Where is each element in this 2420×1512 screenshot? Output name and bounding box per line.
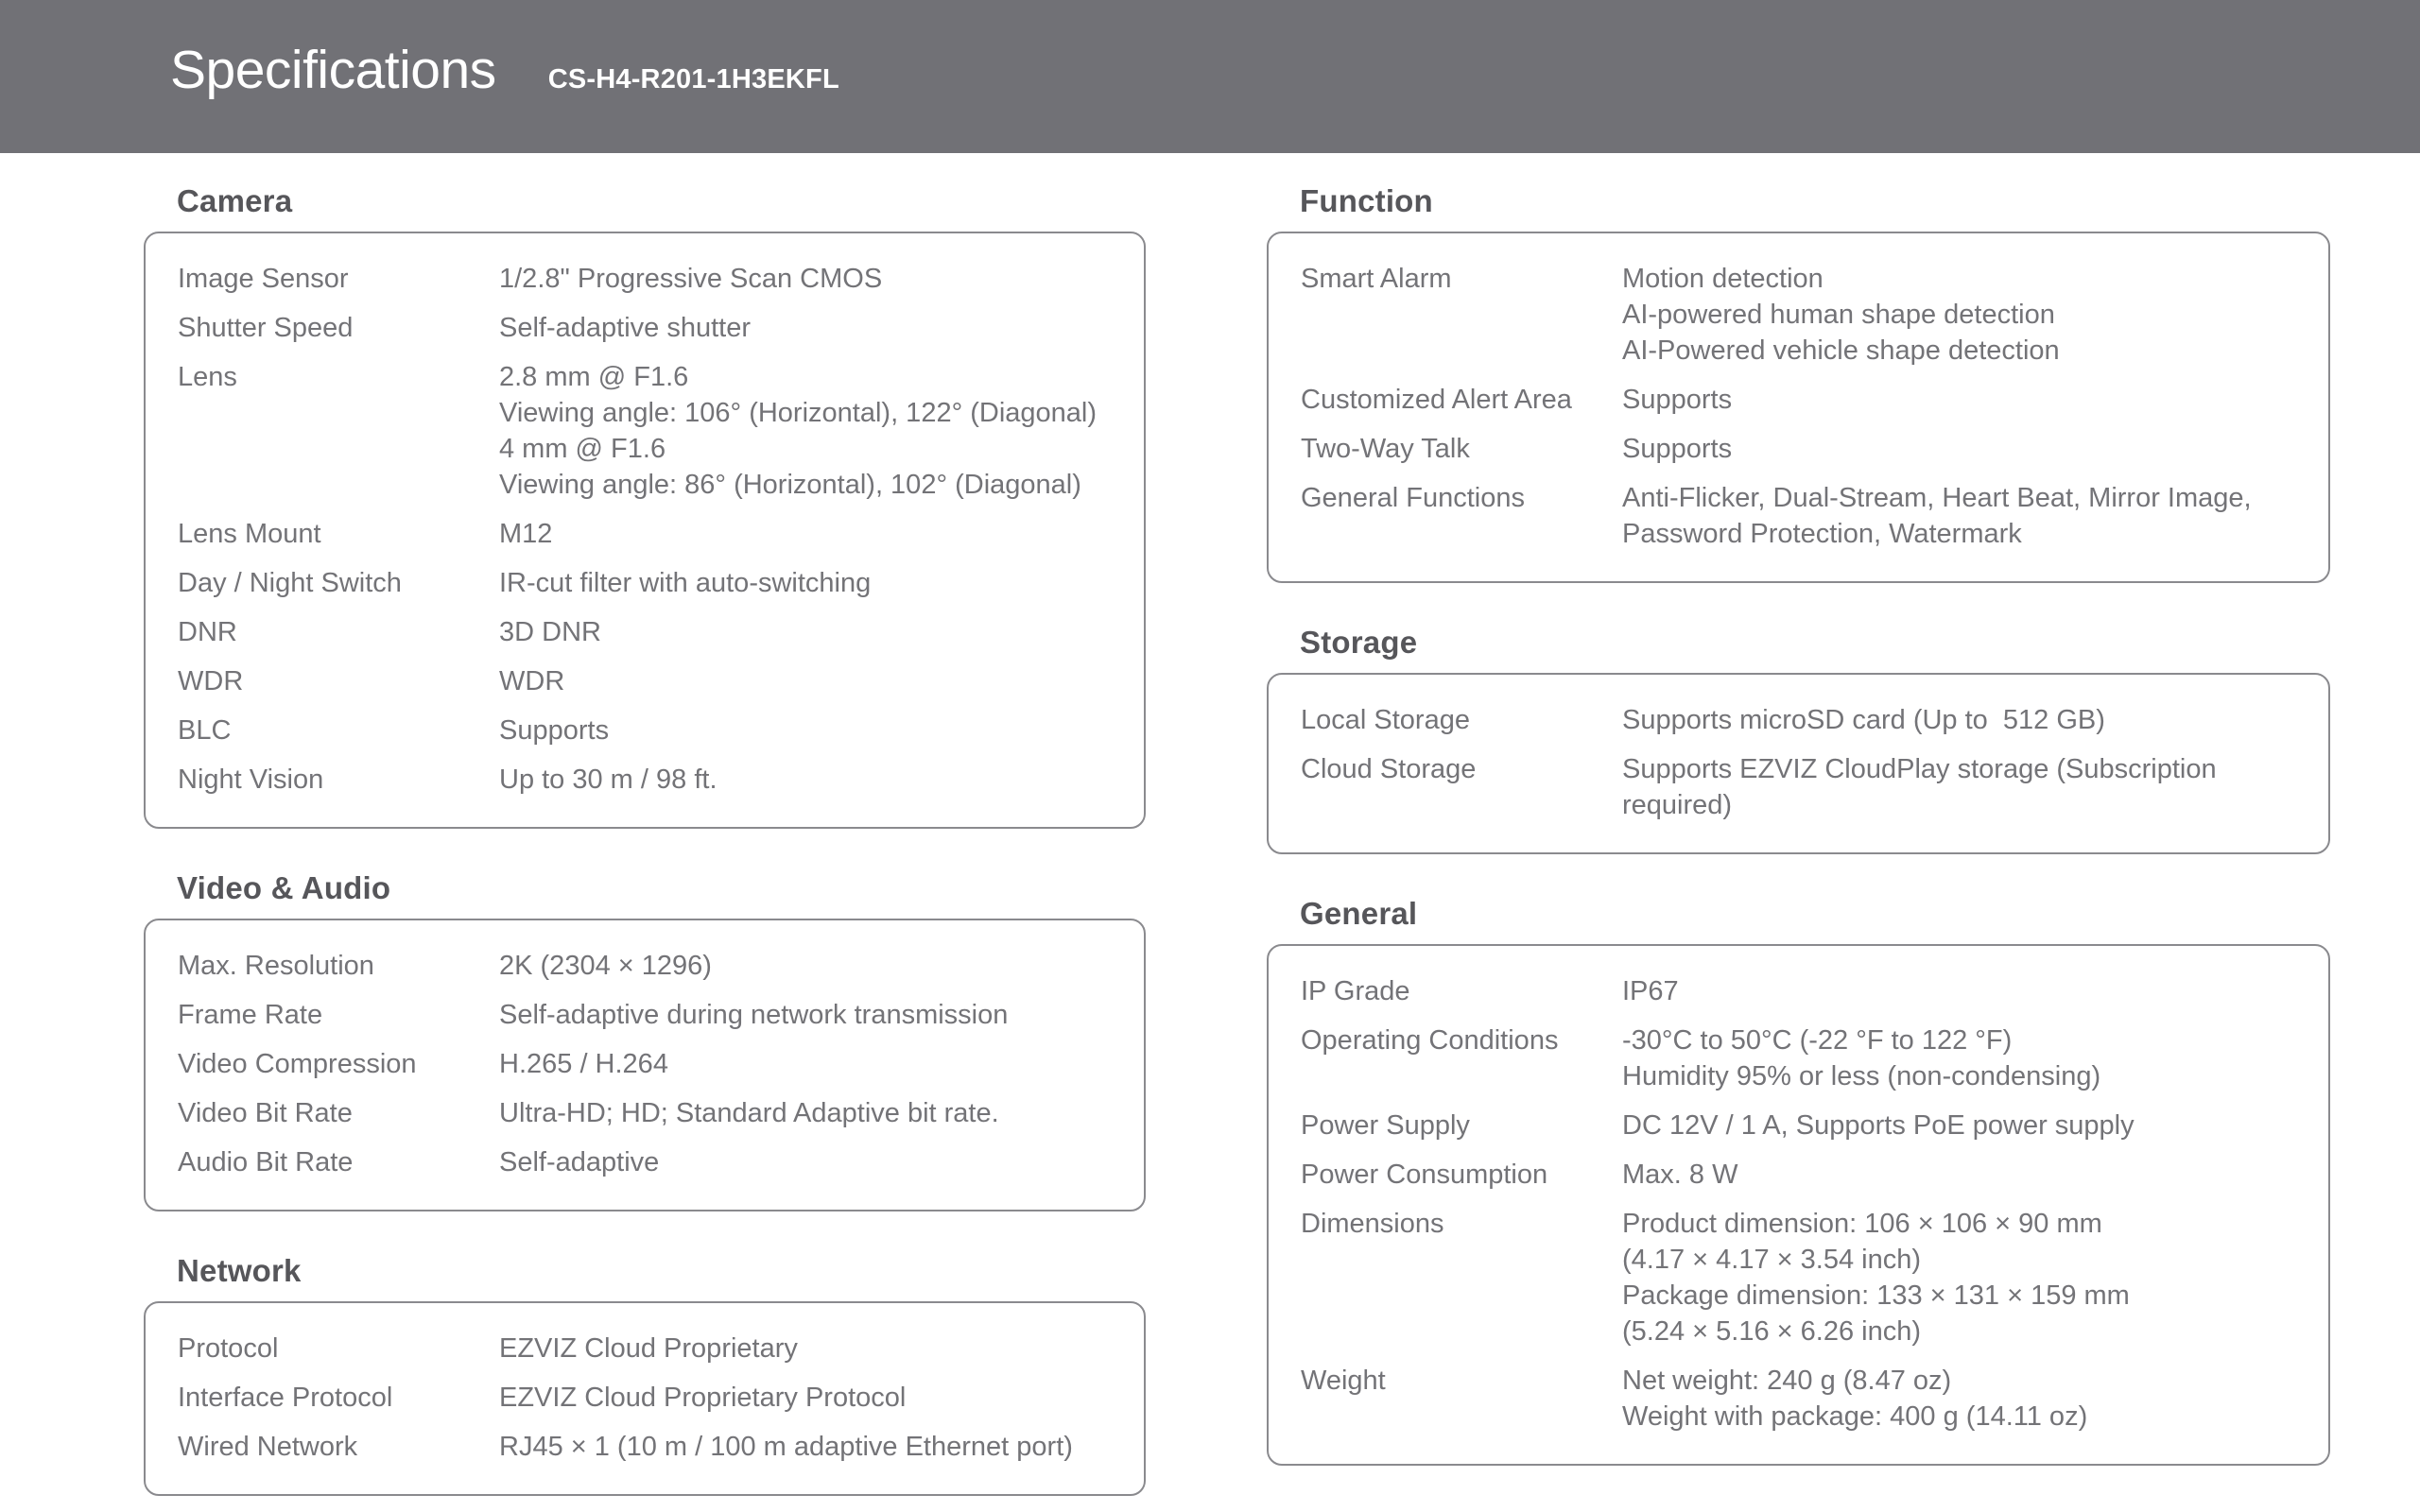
model-number: CS-H4-R201-1H3EKFL <box>547 64 839 94</box>
spec-value <box>1622 1108 2300 1143</box>
section-title: Network <box>177 1253 302 1288</box>
spec-value <box>1622 382 2300 418</box>
spec-value-line: Package dimension: 133 × 131 × 159 mm <box>1622 1280 2130 1311</box>
spec-label: Two-Way Talk <box>1301 434 1470 464</box>
spec-row <box>178 755 1115 804</box>
spec-row <box>178 608 1115 657</box>
spec-label: Weight <box>1301 1366 1386 1396</box>
spec-value <box>499 359 1115 503</box>
spec-label: Customized Alert Area <box>1301 385 1572 415</box>
spec-value-line: Self-adaptive shutter <box>499 313 751 343</box>
spec-value <box>1622 261 2300 369</box>
spec-value <box>1622 1363 2300 1435</box>
spec-value-line: 2K (2304 × 1296) <box>499 951 712 981</box>
spec-row <box>178 657 1115 706</box>
spec-label: Protocol <box>178 1333 279 1364</box>
spec-value-line: Up to 30 m / 98 ft. <box>499 765 717 795</box>
spec-value-line: H.265 / H.264 <box>499 1049 668 1079</box>
spec-box <box>1267 944 2330 1466</box>
spec-value-line: 4 mm @ F1.6 <box>499 434 666 464</box>
spec-value <box>1622 1206 2300 1349</box>
spec-row <box>1301 473 2300 558</box>
spec-label: Night Vision <box>178 765 324 795</box>
spec-box <box>1267 673 2330 854</box>
spec-row <box>178 1324 1115 1373</box>
spec-value <box>499 762 1115 798</box>
spec-value-line: Humidity 95% or less (non-condensing) <box>1622 1061 2101 1091</box>
spec-value-line: AI-Powered vehicle shape detection <box>1622 335 2060 366</box>
spec-value-line: Supports microSD card (Up to 512 GB) <box>1622 705 2105 735</box>
spec-value <box>499 614 1115 650</box>
spec-row <box>1301 1199 2300 1356</box>
spec-box <box>144 919 1146 1211</box>
spec-label: Max. Resolution <box>178 951 374 981</box>
spec-section <box>144 183 1146 829</box>
spec-row <box>178 558 1115 608</box>
section-title: General <box>1300 896 1418 931</box>
spec-label: Local Storage <box>1301 705 1470 735</box>
spec-value <box>499 310 1115 346</box>
spec-row <box>1301 1356 2300 1441</box>
spec-value-line: (5.24 × 5.16 × 6.26 inch) <box>1622 1316 1921 1347</box>
spec-row <box>1301 1016 2300 1101</box>
spec-value <box>499 1429 1115 1465</box>
spec-value <box>499 1046 1115 1082</box>
spec-value-line: DC 12V / 1 A, Supports PoE power supply <box>1622 1110 2135 1141</box>
spec-row <box>178 1138 1115 1187</box>
spec-value-line: Anti-Flicker, Dual-Stream, Heart Beat, Mirror Image, <box>1622 483 2252 513</box>
spec-row <box>178 990 1115 1040</box>
spec-row <box>178 1089 1115 1138</box>
spec-value <box>499 1380 1115 1416</box>
spec-value-line: EZVIZ Cloud Proprietary <box>499 1333 798 1364</box>
spec-label: Lens <box>178 362 237 392</box>
spec-value-line: 3D DNR <box>499 617 601 647</box>
section-title: Camera <box>177 183 293 218</box>
right-column <box>1267 183 2330 1466</box>
spec-value-line: Viewing angle: 106° (Horizontal), 122° (Diagonal) <box>499 398 1098 428</box>
spec-label: Audio Bit Rate <box>178 1147 354 1177</box>
spec-value-line: Supports <box>1622 434 1733 464</box>
spec-value-line: Supports <box>1622 385 1733 415</box>
spec-value <box>499 1331 1115 1366</box>
spec-value-line: EZVIZ Cloud Proprietary Protocol <box>499 1383 907 1413</box>
spec-columns <box>0 153 2420 1496</box>
spec-box <box>144 232 1146 829</box>
spec-row <box>1301 745 2300 830</box>
spec-label: Video Compression <box>178 1049 417 1079</box>
spec-label: Day / Night Switch <box>178 568 402 598</box>
spec-label: Dimensions <box>1301 1209 1444 1239</box>
spec-label: Power Consumption <box>1301 1160 1548 1190</box>
spec-value <box>499 948 1115 984</box>
spec-row <box>1301 696 2300 745</box>
spec-row <box>178 1040 1115 1089</box>
section-title: Function <box>1300 183 1433 218</box>
spec-box <box>144 1301 1146 1496</box>
spec-section <box>1267 896 2330 1466</box>
spec-value-line: WDR <box>499 666 565 696</box>
page-title: Specifications <box>170 40 496 100</box>
spec-value <box>1622 480 2300 552</box>
spec-label: Interface Protocol <box>178 1383 393 1413</box>
page-header <box>0 0 2420 153</box>
spec-label: Operating Conditions <box>1301 1025 1559 1056</box>
spec-value-line: Self-adaptive <box>499 1147 660 1177</box>
spec-value <box>1622 973 2300 1009</box>
spec-value-line: -30°C to 50°C (-22 °F to 122 °F) <box>1622 1025 2013 1056</box>
spec-label: Shutter Speed <box>178 313 354 343</box>
spec-row <box>178 1373 1115 1422</box>
spec-value-line: Net weight: 240 g (8.47 oz) <box>1622 1366 1952 1396</box>
spec-label: DNR <box>178 617 237 647</box>
spec-label: Lens Mount <box>178 519 321 549</box>
section-title: Video & Audio <box>177 870 391 905</box>
spec-value <box>499 1095 1115 1131</box>
spec-value <box>1622 431 2300 467</box>
spec-value <box>499 516 1115 552</box>
spec-label: Image Sensor <box>178 264 349 294</box>
spec-section <box>1267 183 2330 583</box>
spec-row <box>178 1422 1115 1471</box>
spec-value <box>1622 751 2300 823</box>
spec-value-line: Motion detection <box>1622 264 1824 294</box>
spec-box <box>1267 232 2330 583</box>
spec-value <box>499 261 1115 297</box>
spec-section <box>144 1253 1146 1496</box>
spec-value-line: IP67 <box>1622 976 1679 1006</box>
spec-value-line: AI-powered human shape detection <box>1622 300 2055 330</box>
spec-label: WDR <box>178 666 244 696</box>
spec-value-line: Self-adaptive during network transmission <box>499 1000 1009 1030</box>
spec-section <box>1267 625 2330 854</box>
spec-value-line: Supports <box>499 715 610 746</box>
spec-value-line: RJ45 × 1 (10 m / 100 m adaptive Ethernet port) <box>499 1432 1073 1462</box>
spec-value-line: Password Protection, Watermark <box>1622 519 2022 549</box>
spec-value-line: Weight with package: 400 g (14.11 oz) <box>1622 1401 2088 1432</box>
spec-label: Power Supply <box>1301 1110 1470 1141</box>
spec-value <box>499 1144 1115 1180</box>
spec-label: Frame Rate <box>178 1000 323 1030</box>
spec-row <box>178 706 1115 755</box>
spec-row <box>1301 375 2300 424</box>
spec-row <box>178 303 1115 352</box>
spec-value-line: Product dimension: 106 × 106 × 90 mm <box>1622 1209 2102 1239</box>
spec-label: Cloud Storage <box>1301 754 1477 784</box>
spec-value-line: Max. 8 W <box>1622 1160 1738 1190</box>
spec-row <box>178 941 1115 990</box>
spec-value <box>499 663 1115 699</box>
spec-row <box>178 352 1115 509</box>
spec-section <box>144 870 1146 1211</box>
spec-row <box>1301 424 2300 473</box>
spec-value-line: Supports EZVIZ CloudPlay storage (Subscription required) <box>1622 754 2224 820</box>
spec-label: Smart Alarm <box>1301 264 1452 294</box>
spec-label: IP Grade <box>1301 976 1410 1006</box>
spec-label: Wired Network <box>178 1432 358 1462</box>
spec-row <box>1301 1101 2300 1150</box>
spec-value-line: Ultra-HD; HD; Standard Adaptive bit rate. <box>499 1098 999 1128</box>
spec-value-line: 1/2.8" Progressive Scan CMOS <box>499 264 883 294</box>
spec-label: BLC <box>178 715 232 746</box>
spec-value-line: 2.8 mm @ F1.6 <box>499 362 689 392</box>
spec-value-line: (4.17 × 4.17 × 3.54 inch) <box>1622 1245 1921 1275</box>
spec-value <box>499 713 1115 748</box>
spec-label: General Functions <box>1301 483 1525 513</box>
spec-value <box>499 997 1115 1033</box>
spec-value <box>1622 702 2300 738</box>
spec-value-line: IR-cut filter with auto-switching <box>499 568 872 598</box>
spec-row <box>1301 967 2300 1016</box>
spec-value-line: M12 <box>499 519 553 549</box>
left-column <box>144 183 1146 1496</box>
section-title: Storage <box>1300 625 1418 660</box>
spec-value <box>1622 1157 2300 1193</box>
spec-value-line: Viewing angle: 86° (Horizontal), 102° (Diagonal) <box>499 470 1081 500</box>
spec-label: Video Bit Rate <box>178 1098 353 1128</box>
spec-row <box>178 509 1115 558</box>
spec-row <box>178 254 1115 303</box>
spec-row <box>1301 254 2300 375</box>
spec-value <box>499 565 1115 601</box>
spec-row <box>1301 1150 2300 1199</box>
spec-value <box>1622 1022 2300 1094</box>
